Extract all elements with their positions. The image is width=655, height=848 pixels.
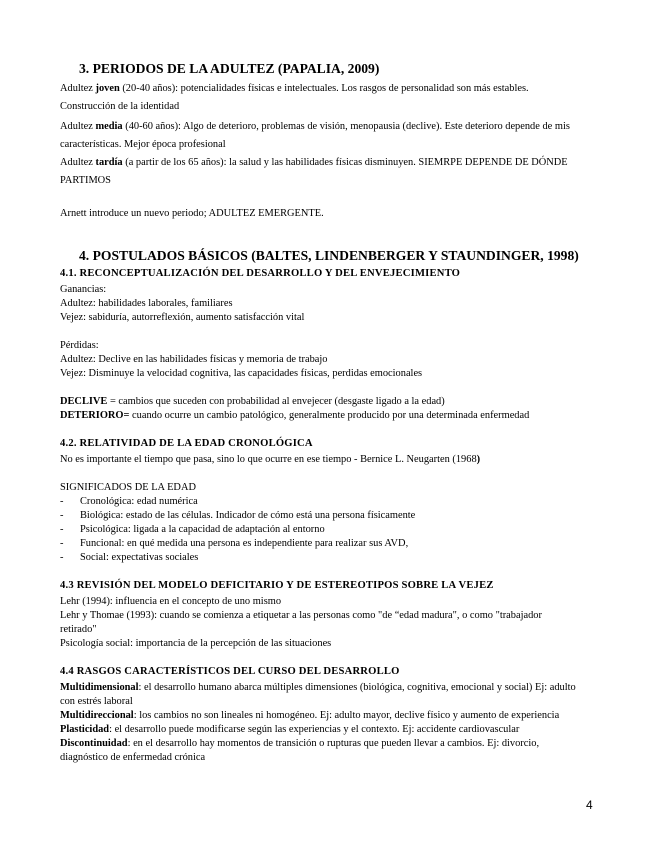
text-line [60,157,568,169]
text-span: (40-60 años): Algo de deterioro, problemas de visión, menopausia (declive). Este deterioro depende de mis [122,121,570,132]
text-span: : el desarrollo puede modificarse según las experiencias y el contexto. Ej: accidente cardiovascular [109,724,520,735]
bold-term: media [95,121,123,132]
bold-term: Discontinuidad [60,738,128,749]
list-item [60,524,325,536]
text-line: Lehr y Thomae (1993): cuando se comienza a etiquetar a las personas como "de “edad madura", o como "trabajador [60,610,542,621]
text-line: Ganancias: [60,284,107,295]
text-span: Adultez [60,157,96,168]
text-line: Vejez: Disminuye la velocidad cognitiva, las capacidades físicas, perdidas emocionales [60,368,423,379]
text-span: : en el desarrollo hay momentos de transición o rupturas que pueden llevar a cambios. Ej: divorcio, [127,738,540,749]
text-line: Adultez: habilidades laborales, familiares [60,298,233,309]
text-line [60,682,576,694]
bold-term: DETERIORO= [60,410,130,421]
list-item-text: Cronológica: edad numérica [80,496,198,507]
page-number: 4 [586,798,593,812]
text-span: cuando ocurre un cambio patológico, generalmente producido por una determinada enfermedad [129,410,530,421]
bold-term: joven [95,83,120,94]
bullet-dash: - [60,538,64,549]
text-line [60,724,519,736]
text-line [60,710,559,722]
subsection-4-1-title: 4.1. RECONCEPTUALIZACIÓN DEL DESARROLLO Y DEL ENVEJECIMIENTO [60,268,461,279]
text-line: SIGNIFICADOS DE LA EDAD [60,482,196,493]
text-line [60,738,539,750]
text-span: No es importante el tiempo que pasa, sino lo que ocurre en ese tiempo - Bernice L. Neugarten (1968 [60,454,477,465]
text-line: Adultez: Declive en las habilidades físicas y memoria de trabajo [60,354,328,365]
text-span: (a partir de los 65 años): la salud y las habilidades físicas disminuyen. SIEMRPE DEPENDE DE DÓNDE [122,157,568,168]
text-line: PARTIMOS [60,175,111,186]
text-line [60,396,445,408]
text-span: Adultez [60,83,96,94]
text-span: : los cambios no son lineales ni homogéneo. Ej: adulto mayor, declive físico y aumento de experiencia [133,710,560,721]
bold-term: ) [476,454,481,465]
bullet-dash: - [60,496,64,507]
text-line [60,410,529,422]
list-item [60,496,198,508]
text-span: Adultez [60,121,96,132]
bold-term: Plasticidad [60,724,110,735]
bullet-dash: - [60,510,64,521]
subsection-4-2-title: 4.2. RELATIVIDAD DE LA EDAD CRONOLÓGICA [60,438,313,449]
list-item [60,510,415,522]
list-item-text: Funcional: en qué medida una persona es independiente para realizar sus AVD, [80,538,409,549]
text-line: Arnett introduce un nuevo periodo; ADULTEZ EMERGENTE. [60,208,324,219]
list-item-text: Social: expectativas sociales [80,552,199,563]
list-item [60,552,198,564]
text-line [60,454,480,466]
text-line: características. Mejor época profesional [60,139,226,150]
bold-term: tardía [95,157,123,168]
text-line [60,121,570,133]
text-line: Pérdidas: [60,340,99,351]
bullet-dash: - [60,552,64,563]
bold-term: Multidimensional [60,682,139,693]
text-span: (20-40 años): potencialidades físicas e intelectuales. Los rasgos de personalidad son más estables. [119,83,529,94]
text-line: con estrés laboral [60,696,133,707]
text-span: : el desarrollo humano abarca múltiples dimensiones (biológica, cognitiva, emocional y social) Ej: adulto [138,682,576,693]
list-item [60,538,408,550]
text-line: Vejez: sabiduría, autorreflexión, aumento satisfacción vital [60,312,305,323]
bold-term: Multidireccional [60,710,134,721]
text-line: Lehr (1994): influencia en el concepto de uno mismo [60,596,282,607]
text-line: Construcción de la identidad [60,101,180,112]
list-item-text: Psicológica: ligada a la capacidad de adaptación al entorno [80,524,325,535]
bold-term: DECLIVE [60,396,108,407]
subsection-4-4-title: 4.4 RASGOS CARACTERÍSTICOS DEL CURSO DEL DESARROLLO [60,666,400,677]
section-3-heading: 3. PERIODOS DE LA ADULTEZ (PAPALIA, 2009) [79,61,380,76]
text-line: retirado" [60,624,97,635]
section-4-heading: 4. POSTULADOS BÁSICOS (BALTES, LINDENBERGER Y STAUNDINGER, 1998) [79,248,579,263]
bullet-dash: - [60,524,64,535]
subsection-4-3-title: 4.3 REVISIÓN DEL MODELO DEFICITARIO Y DE ESTEREOTIPOS SOBRE LA VEJEZ [60,580,494,591]
text-line: diagnóstico de enfermedad crónica [60,752,206,763]
text-line: Psicología social: importancia de la percepción de las situaciones [60,638,332,649]
text-line [60,83,529,95]
text-span: = cambios que suceden con probabilidad al envejecer (desgaste ligado a la edad) [107,396,445,407]
list-item-text: Biológica: estado de las células. Indicador de cómo está una persona físicamente [80,510,416,521]
